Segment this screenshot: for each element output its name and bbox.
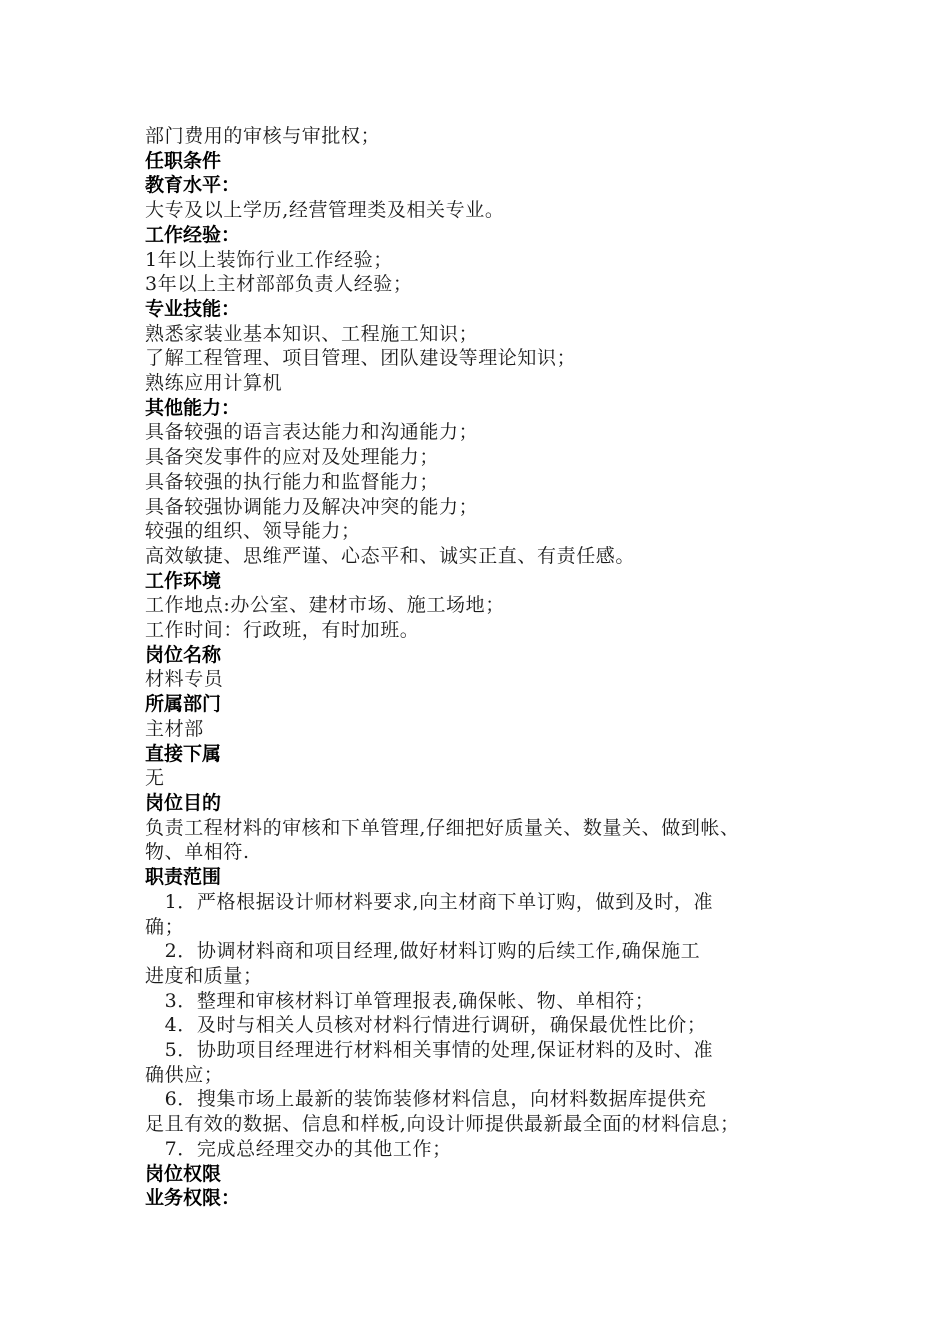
text-line: 具备较强的执行能力和监督能力； — [145, 470, 440, 493]
duty-item: 2．协调材料商和项目经理,做好材料订购的后续工作,确保施工 — [145, 940, 701, 963]
text-line: 具备较强的语言表达能力和沟通能力； — [145, 421, 479, 444]
section-heading: 岗位目的 — [145, 791, 222, 814]
text-line: 负责工程材料的审核和下单管理,仔细把好质量关、数量关、做到帐、 — [145, 816, 740, 839]
duty-item: 3．整理和审核材料订单管理报表,确保帐、物、单相符； — [145, 989, 655, 1012]
text-line: 熟悉家装业基本知识、工程施工知识； — [145, 322, 479, 345]
text-line: 无 — [145, 767, 165, 790]
subsection-heading: 教育水平： — [145, 174, 241, 197]
duty-item: 4．及时与相关人员核对材料行情进行调研，确保最优性比价； — [145, 1014, 707, 1037]
section-heading: 职责范围 — [145, 866, 222, 889]
text-line: 1年以上装饰行业工作经验； — [145, 248, 393, 271]
text-line: 材料专员 — [145, 668, 224, 691]
section-heading: 工作环境 — [145, 569, 222, 592]
duty-item-continuation: 足且有效的数据、信息和样板,向设计师提供最新最全面的材料信息； — [145, 1113, 740, 1136]
duty-item-continuation: 确供应； — [145, 1063, 224, 1086]
text-line: 物、单相符. — [145, 841, 250, 864]
duty-item: 7．完成总经理交办的其他工作； — [145, 1137, 452, 1160]
duty-item: 1．严格根据设计师材料要求,向主材商下单订购，做到及时，准 — [145, 890, 714, 913]
text-line: 具备较强协调能力及解决冲突的能力； — [145, 495, 479, 518]
section-heading: 岗位名称 — [145, 643, 222, 666]
subsection-heading: 专业技能： — [145, 297, 241, 320]
text-line: 较强的组织、领导能力； — [145, 520, 361, 543]
subsection-heading: 业务权限： — [145, 1187, 241, 1210]
text-line: 部门费用的审核与审批权； — [145, 125, 381, 147]
text-line: 工作时间：行政班，有时加班。 — [145, 619, 420, 642]
section-heading: 岗位权限 — [145, 1162, 222, 1185]
text-line: 了解工程管理、项目管理、团队建设等理论知识； — [145, 347, 577, 370]
section-heading: 任职条件 — [145, 149, 222, 172]
text-line: 高效敏捷、思维严谨、心态平和、诚实正直、有责任感。 — [145, 544, 636, 567]
text-line: 3年以上主材部部负责人经验； — [145, 273, 413, 296]
subsection-heading: 其他能力： — [145, 396, 241, 419]
text-line: 工作地点:办公室、建材市场、施工场地； — [145, 594, 505, 617]
document-page — [145, 124, 825, 1211]
section-heading: 所属部门 — [145, 693, 222, 716]
text-line: 具备突发事件的应对及处理能力； — [145, 446, 440, 469]
duty-item: 5．协助项目经理进行材料相关事情的处理,保证材料的及时、准 — [145, 1039, 714, 1062]
section-heading: 直接下属 — [145, 742, 222, 765]
duty-item-continuation: 确； — [145, 915, 185, 938]
duty-item-continuation: 进度和质量； — [145, 964, 263, 987]
text-line: 主材部 — [145, 717, 204, 740]
text-line: 熟练应用计算机 — [145, 372, 283, 395]
text-line: 大专及以上学历,经营管理类及相关专业。 — [145, 199, 505, 222]
subsection-heading: 工作经验： — [145, 223, 241, 246]
duty-item: 6．搜集市场上最新的装饰装修材料信息，向材料数据库提供充 — [145, 1088, 707, 1111]
